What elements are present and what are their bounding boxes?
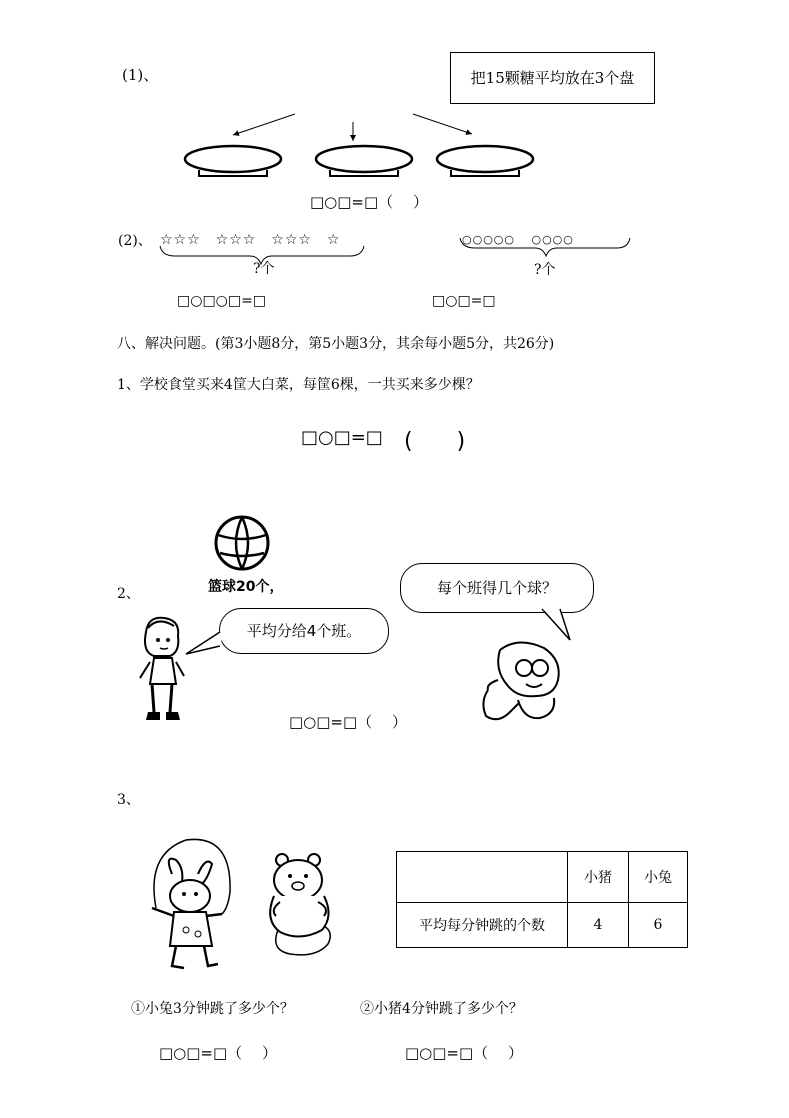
problem-3-sub-2: ②小猪4分钟跳了多少个？ [360,1001,523,1017]
table-header-rabbit: 小兔 [629,852,688,903]
circles-brace [460,238,630,256]
q1-label: (1)、 [122,66,159,84]
problem-1-formula: □○□=□ [301,427,383,448]
pig-jumping-figure [260,850,340,960]
q1-formula: □○□=□（ ） [310,193,428,211]
table-header-row [397,852,688,903]
table-row-label: 平均每分钟跳的个数 [397,903,568,948]
table-cell-pig: 4 [568,903,629,948]
q2-label: (2)、 [118,233,152,249]
speech-bubble-right: 每个班得几个球？ [400,563,594,613]
girl-figure [134,612,190,728]
table-row [397,903,688,948]
problem-1-answer-paren: ( ) [404,429,466,454]
section-8-title: 八、解决问题。(第3小题8分，第5小题3分，其余每小题5分，共26分) [117,336,555,352]
table-header-pig: 小猪 [568,852,629,903]
q2-circles: ○○○○○ ○○○○ [462,233,574,246]
speech-bubble-left: 平均分给4个班。 [219,608,389,654]
jump-rate-table [396,851,688,948]
q1-instruction-box: 把15颗糖平均放在3个盘 [450,52,655,104]
q2-stars-question: ?个 [253,261,275,277]
problem-1-text: 1、学校食堂买来4筐大白菜，每筐6棵，一共买来多少棵？ [117,377,480,393]
problem-2-label: 2、 [117,586,140,602]
problem-2-formula: □○□=□（ ） [289,713,407,731]
problem-3-formula-2: □○□=□（ ） [405,1044,523,1062]
boy-figure [478,640,568,726]
q2-braces [0,0,789,300]
rabbit-jump-rope-figure [142,834,238,980]
q2-circles-question: ?个 [534,262,556,278]
bubble-left-tail [186,630,226,660]
basketball-icon [212,513,272,573]
problem-3-formula-1: □○□=□（ ） [159,1044,277,1062]
problem-3-sub-1: ①小兔3分钟跳了多少个？ [131,1001,294,1017]
q2-stars: ☆☆☆ ☆☆☆ ☆☆☆ ☆ [160,232,341,248]
q2-stars-formula: □○□○□=□ [177,293,267,309]
q2-circles-formula: □○□=□ [432,293,496,309]
table-cell-rabbit: 6 [629,903,688,948]
table-header-blank [397,852,568,903]
basketball-caption: 篮球20个， [208,579,284,595]
bubble-right-tail [540,608,580,644]
problem-3-label: 3、 [117,792,140,808]
